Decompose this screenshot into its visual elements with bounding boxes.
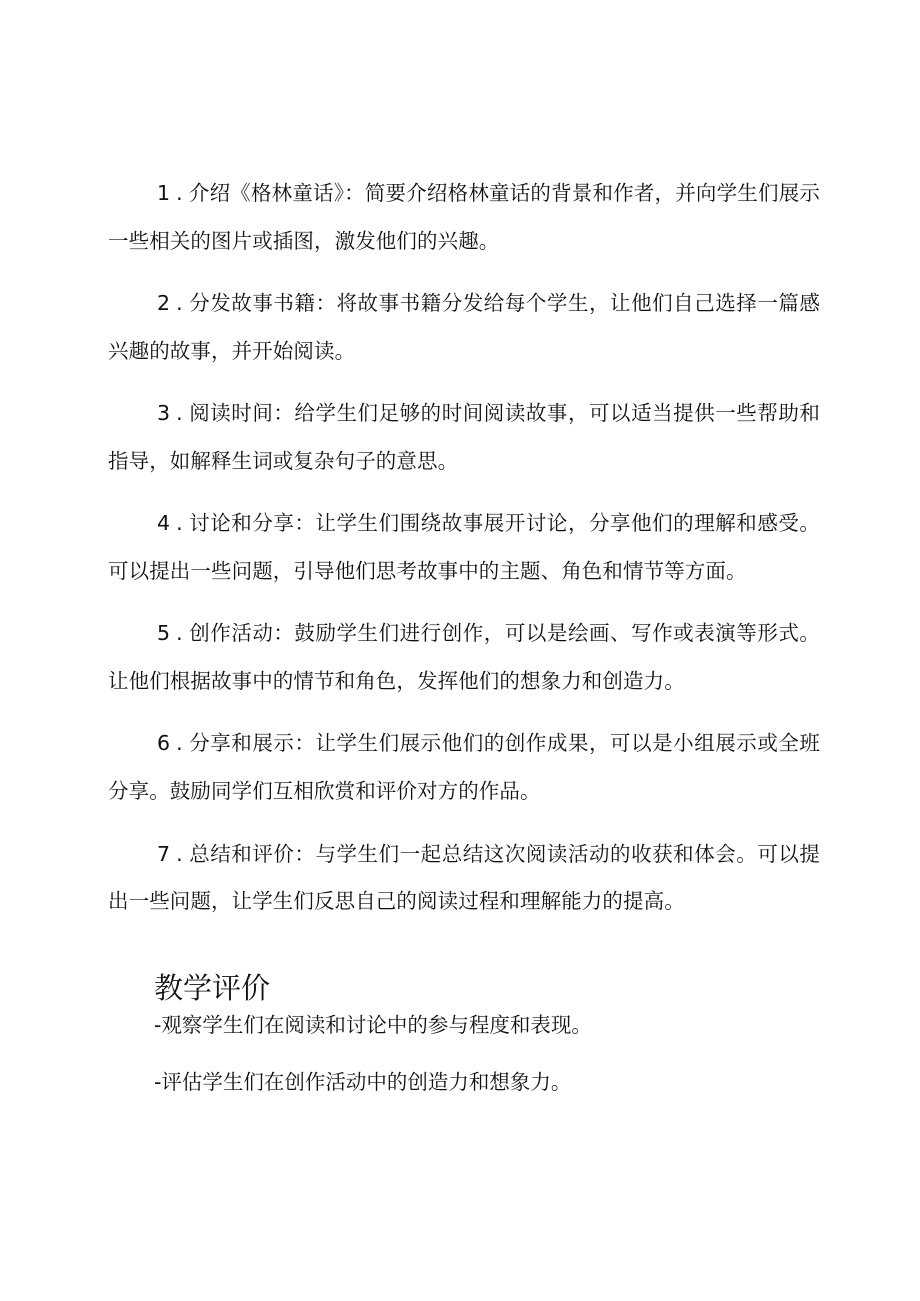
step-item (108, 170, 820, 266)
step-number-separator: . (176, 181, 183, 205)
step-text: 介绍《格林童话》：简要介绍格林童话的背景和作者，并向学生们展示一些相关的图片或插图，激发他们的兴趣。 (108, 181, 820, 253)
step-number-separator: . (176, 731, 183, 756)
step-text: 分享和展示：让学生们展示他们的创作成果，可以是小组展示或全班分享。鼓励同学们互相欣赏和评价对方的作品。 (108, 731, 820, 804)
step-item (108, 720, 820, 816)
step-item (108, 280, 820, 376)
step-number-separator: . (176, 511, 183, 536)
step-number-separator: . (176, 621, 183, 646)
step-text: 分发故事书籍：将故事书籍分发给每个学生，让他们自己选择一篇感兴趣的故事，并开始阅读。 (108, 291, 820, 363)
step-number-separator: . (176, 401, 183, 426)
step-number: 3 (157, 401, 171, 426)
step-number: 5 (157, 621, 171, 646)
activity-steps-list (108, 170, 820, 941)
step-text: 创作活动：鼓励学生们进行创作，可以是绘画、写作或表演等形式。让他们根据故事中的情节和角色，发挥他们的想象力和创造力。 (108, 621, 820, 694)
evaluation-item: -观察学生们在阅读和讨论中的参与程度和表现。 (154, 1013, 592, 1037)
step-number: 1 (157, 181, 171, 205)
step-item (108, 390, 820, 486)
step-item (108, 500, 820, 596)
step-text: 阅读时间：给学生们足够的时间阅读故事，可以适当提供一些帮助和指导，如解释生词或复杂句子的意思。 (108, 401, 820, 473)
step-text: 总结和评价：与学生们一起总结这次阅读活动的收获和体会。可以提出一些问题，让学生们反思自己的阅读过程和理解能力的提高。 (108, 841, 820, 914)
step-number: 7 (157, 841, 171, 866)
step-number-separator: . (176, 291, 183, 316)
step-number: 2 (157, 291, 171, 316)
evaluation-item: -评估学生们在创作活动中的创造力和想象力。 (154, 1070, 572, 1094)
step-number-separator: . (176, 841, 183, 866)
section-heading-evaluation: 教学评价 (154, 971, 271, 1005)
step-item (108, 831, 820, 927)
step-item (108, 610, 820, 706)
step-number: 4 (157, 511, 171, 536)
step-number: 6 (157, 731, 171, 756)
evaluation-list (154, 1006, 592, 1120)
step-text: 讨论和分享：让学生们围绕故事展开讨论，分享他们的理解和感受。可以提出一些问题，引导他们思考故事中的主题、角色和情节等方面。 (108, 511, 820, 584)
